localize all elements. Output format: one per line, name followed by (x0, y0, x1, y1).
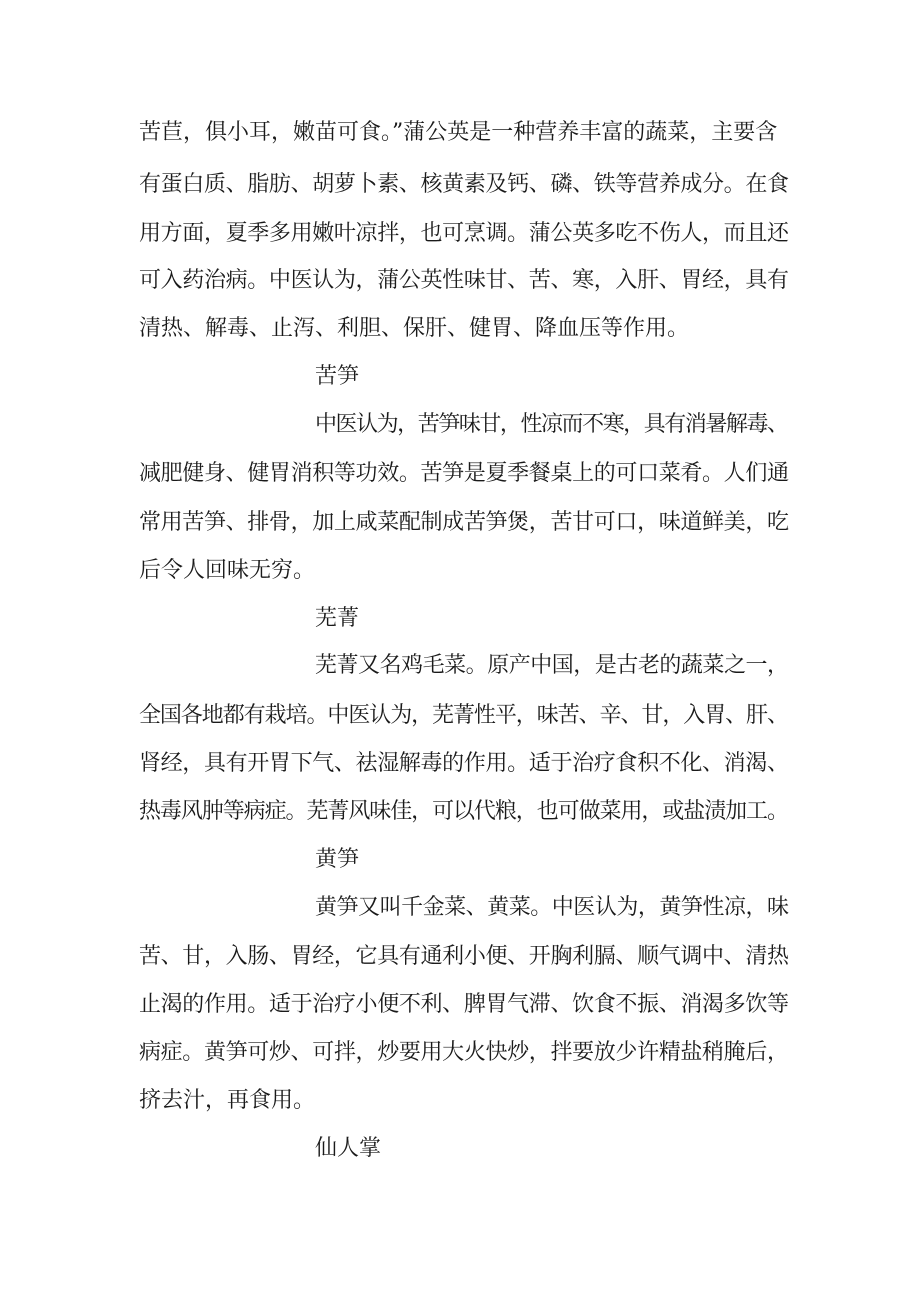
paragraph-line: 可入药治病。中医认为，蒲公英性味甘、苦、寒，入肝、胃经，具有 (139, 268, 789, 293)
paragraph-line: 黄笋又叫千金菜、黄菜。中医认为，黄笋性凉，味 (315, 895, 789, 920)
paragraph-line: 芜菁又名鸡毛菜。原产中国，是古老的蔬菜之一， (315, 653, 789, 678)
paragraph-line: 中医认为，苦笋味甘，性凉而不寒，具有消暑解毒、 (315, 412, 788, 437)
paragraph-line: 全国各地都有栽培。中医认为，芜菁性平，味苦、辛、甘，入胃、肝、 (139, 703, 788, 728)
paragraph-line: 止渴的作用。适于治疗小便不利、脾胃气滞、饮食不振、消渴多饮等 (139, 992, 789, 1017)
paragraph-line: 肾经，具有开胃下气、祛湿解毒的作用。适于治疗食积不化、消渴、 (139, 751, 789, 776)
section-heading: 仙人掌 (315, 1136, 382, 1161)
paragraph-line: 后令人回味无穷。 (139, 558, 316, 583)
section-heading: 芜菁 (315, 606, 360, 631)
paragraph-line: 苦苣，俱小耳，嫩苗可食。”蒲公英是一种营养丰富的蔬菜，主要含 (139, 120, 778, 145)
paragraph-line: 挤去汁，再食用。 (139, 1088, 316, 1113)
paragraph-line: 清热、解毒、止泻、利胆、保肝、健胃、降血压等作用。 (139, 316, 690, 341)
paragraph-line: 减肥健身、健胃消积等功效。苦笋是夏季餐桌上的可口菜肴。人们通 (139, 461, 789, 486)
paragraph-line: 病症。黄笋可炒、可拌，炒要用大火快炒，拌要放少许精盐稍腌后， (139, 1040, 789, 1065)
paragraph-line: 有蛋白质、脂肪、胡萝卜素、核黄素及钙、磷、铁等营养成分。在食 (139, 172, 789, 197)
section-heading: 黄笋 (315, 847, 360, 872)
paragraph-line: 常用苦笋、排骨，加上咸菜配制成苦笋煲，苦甘可口，味道鲜美，吃 (139, 510, 789, 535)
paragraph-line: 苦、甘，入肠、胃经，它具有通利小便、开胸利膈、顺气调中、清热 (139, 944, 789, 969)
paragraph-line: 用方面，夏季多用嫩叶凉拌，也可烹调。蒲公英多吃不伤人，而且还 (139, 221, 789, 246)
paragraph-line: 热毒风肿等病症。芜菁风味佳，可以代粮，也可做菜用，或盐渍加工。 (139, 799, 788, 824)
section-heading: 苦笋 (315, 364, 360, 389)
